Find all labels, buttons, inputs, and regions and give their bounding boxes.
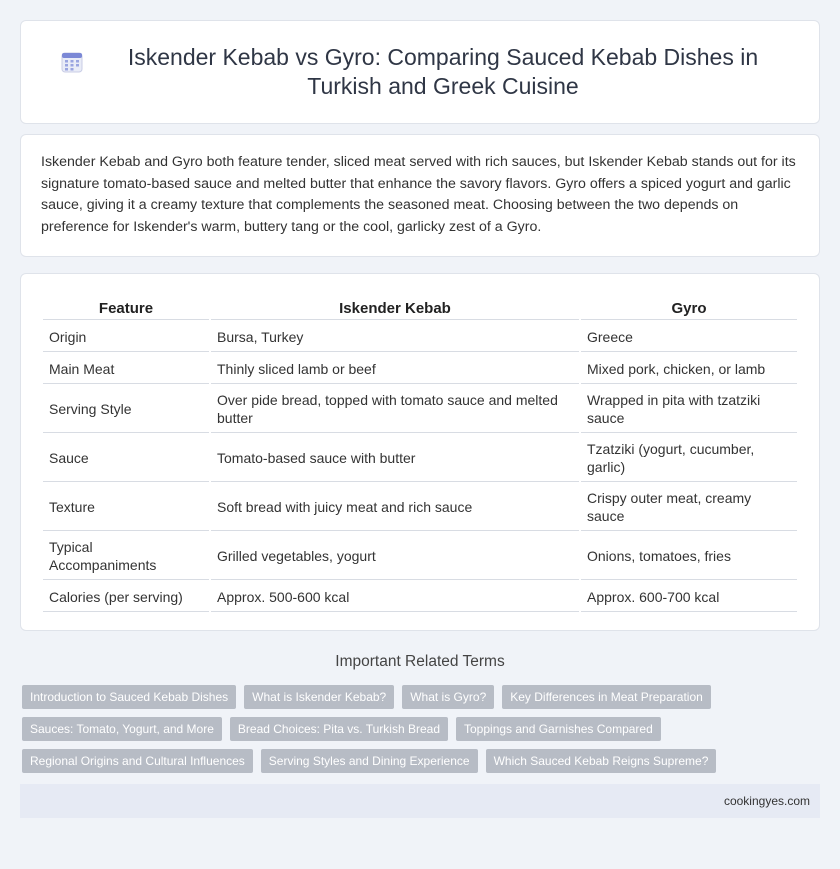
related-term-chip[interactable]: Which Sauced Kebab Reigns Supreme? xyxy=(486,749,717,773)
table-cell: Soft bread with juicy meat and rich sauce xyxy=(211,484,579,531)
table-header-row xyxy=(43,294,797,320)
header-card xyxy=(20,20,820,124)
table-row xyxy=(43,533,797,580)
calendar-icon xyxy=(61,51,83,73)
related-term-chip[interactable]: Key Differences in Meat Preparation xyxy=(502,685,711,709)
comparison-card xyxy=(20,273,820,631)
intro-text: Iskender Kebab and Gyro both feature tender, sliced meat served with rich sauces, but Iskender Kebab stands out for its signature tomato-based sauce and melted butter that enhance the savory flavors. Gyro offers a spiced yogurt and garlic sauce, giving it a creamy texture that complements the seasoned meat. Choosing between the two depends on preference for Iskender's warm, buttery tang or the cool, garlicky zest of a Gyro. xyxy=(41,154,796,235)
table-cell: Bursa, Turkey xyxy=(211,322,579,352)
table-cell: Sauce xyxy=(43,435,209,482)
table-cell: Calories (per serving) xyxy=(43,582,209,612)
table-cell: Tzatziki (yogurt, cucumber, garlic) xyxy=(581,435,797,482)
table-cell: Crispy outer meat, creamy sauce xyxy=(581,484,797,531)
related-terms-list xyxy=(22,685,820,781)
table-row xyxy=(43,484,797,531)
table-cell: Grilled vegetables, yogurt xyxy=(211,533,579,580)
table-cell: Mixed pork, chicken, or lamb xyxy=(581,354,797,384)
table-cell: Typical Accompaniments xyxy=(43,533,209,580)
table-cell: Serving Style xyxy=(43,386,209,433)
footer xyxy=(20,784,820,818)
table-row xyxy=(43,386,797,433)
table-cell: Origin xyxy=(43,322,209,352)
footer-site[interactable]: cookingyes.com xyxy=(723,794,810,808)
table-cell: Wrapped in pita with tzatziki sauce xyxy=(581,386,797,433)
table-cell: Main Meat xyxy=(43,354,209,384)
table-cell: Thinly sliced lamb or beef xyxy=(211,354,579,384)
related-term-chip[interactable]: What is Gyro? xyxy=(402,685,494,709)
related-term-chip[interactable]: Sauces: Tomato, Yogurt, and More xyxy=(22,717,222,741)
table-row xyxy=(43,582,797,612)
table-cell: Approx. 600-700 kcal xyxy=(581,582,797,612)
table-cell: Approx. 500-600 kcal xyxy=(211,582,579,612)
related-term-chip[interactable]: Bread Choices: Pita vs. Turkish Bread xyxy=(230,717,448,741)
intro-card xyxy=(20,134,820,257)
table-row xyxy=(43,322,797,352)
related-term-chip[interactable]: Serving Styles and Dining Experience xyxy=(261,749,478,773)
header-iskender: Iskender Kebab xyxy=(211,294,579,320)
related-term-chip[interactable]: What is Iskender Kebab? xyxy=(244,685,394,709)
header-gyro: Gyro xyxy=(581,294,797,320)
table-cell: Greece xyxy=(581,322,797,352)
related-term-chip[interactable]: Regional Origins and Cultural Influences xyxy=(22,749,253,773)
table-row xyxy=(43,435,797,482)
table-cell: Onions, tomatoes, fries xyxy=(581,533,797,580)
table-cell: Texture xyxy=(43,484,209,531)
header-feature: Feature xyxy=(43,294,209,320)
page-title: Iskender Kebab vs Gyro: Comparing Sauced Kebab Dishes in Turkish and Greek Cuisine xyxy=(127,44,759,99)
table-row xyxy=(43,354,797,384)
comparison-table xyxy=(41,292,799,614)
table-cell: Tomato-based sauce with butter xyxy=(211,435,579,482)
table-cell: Over pide bread, topped with tomato sauce and melted butter xyxy=(211,386,579,433)
related-term-chip[interactable]: Introduction to Sauced Kebab Dishes xyxy=(22,685,236,709)
related-term-chip[interactable]: Toppings and Garnishes Compared xyxy=(456,717,661,741)
title-wrap xyxy=(61,43,779,101)
related-terms-title: Important Related Terms xyxy=(335,653,505,670)
